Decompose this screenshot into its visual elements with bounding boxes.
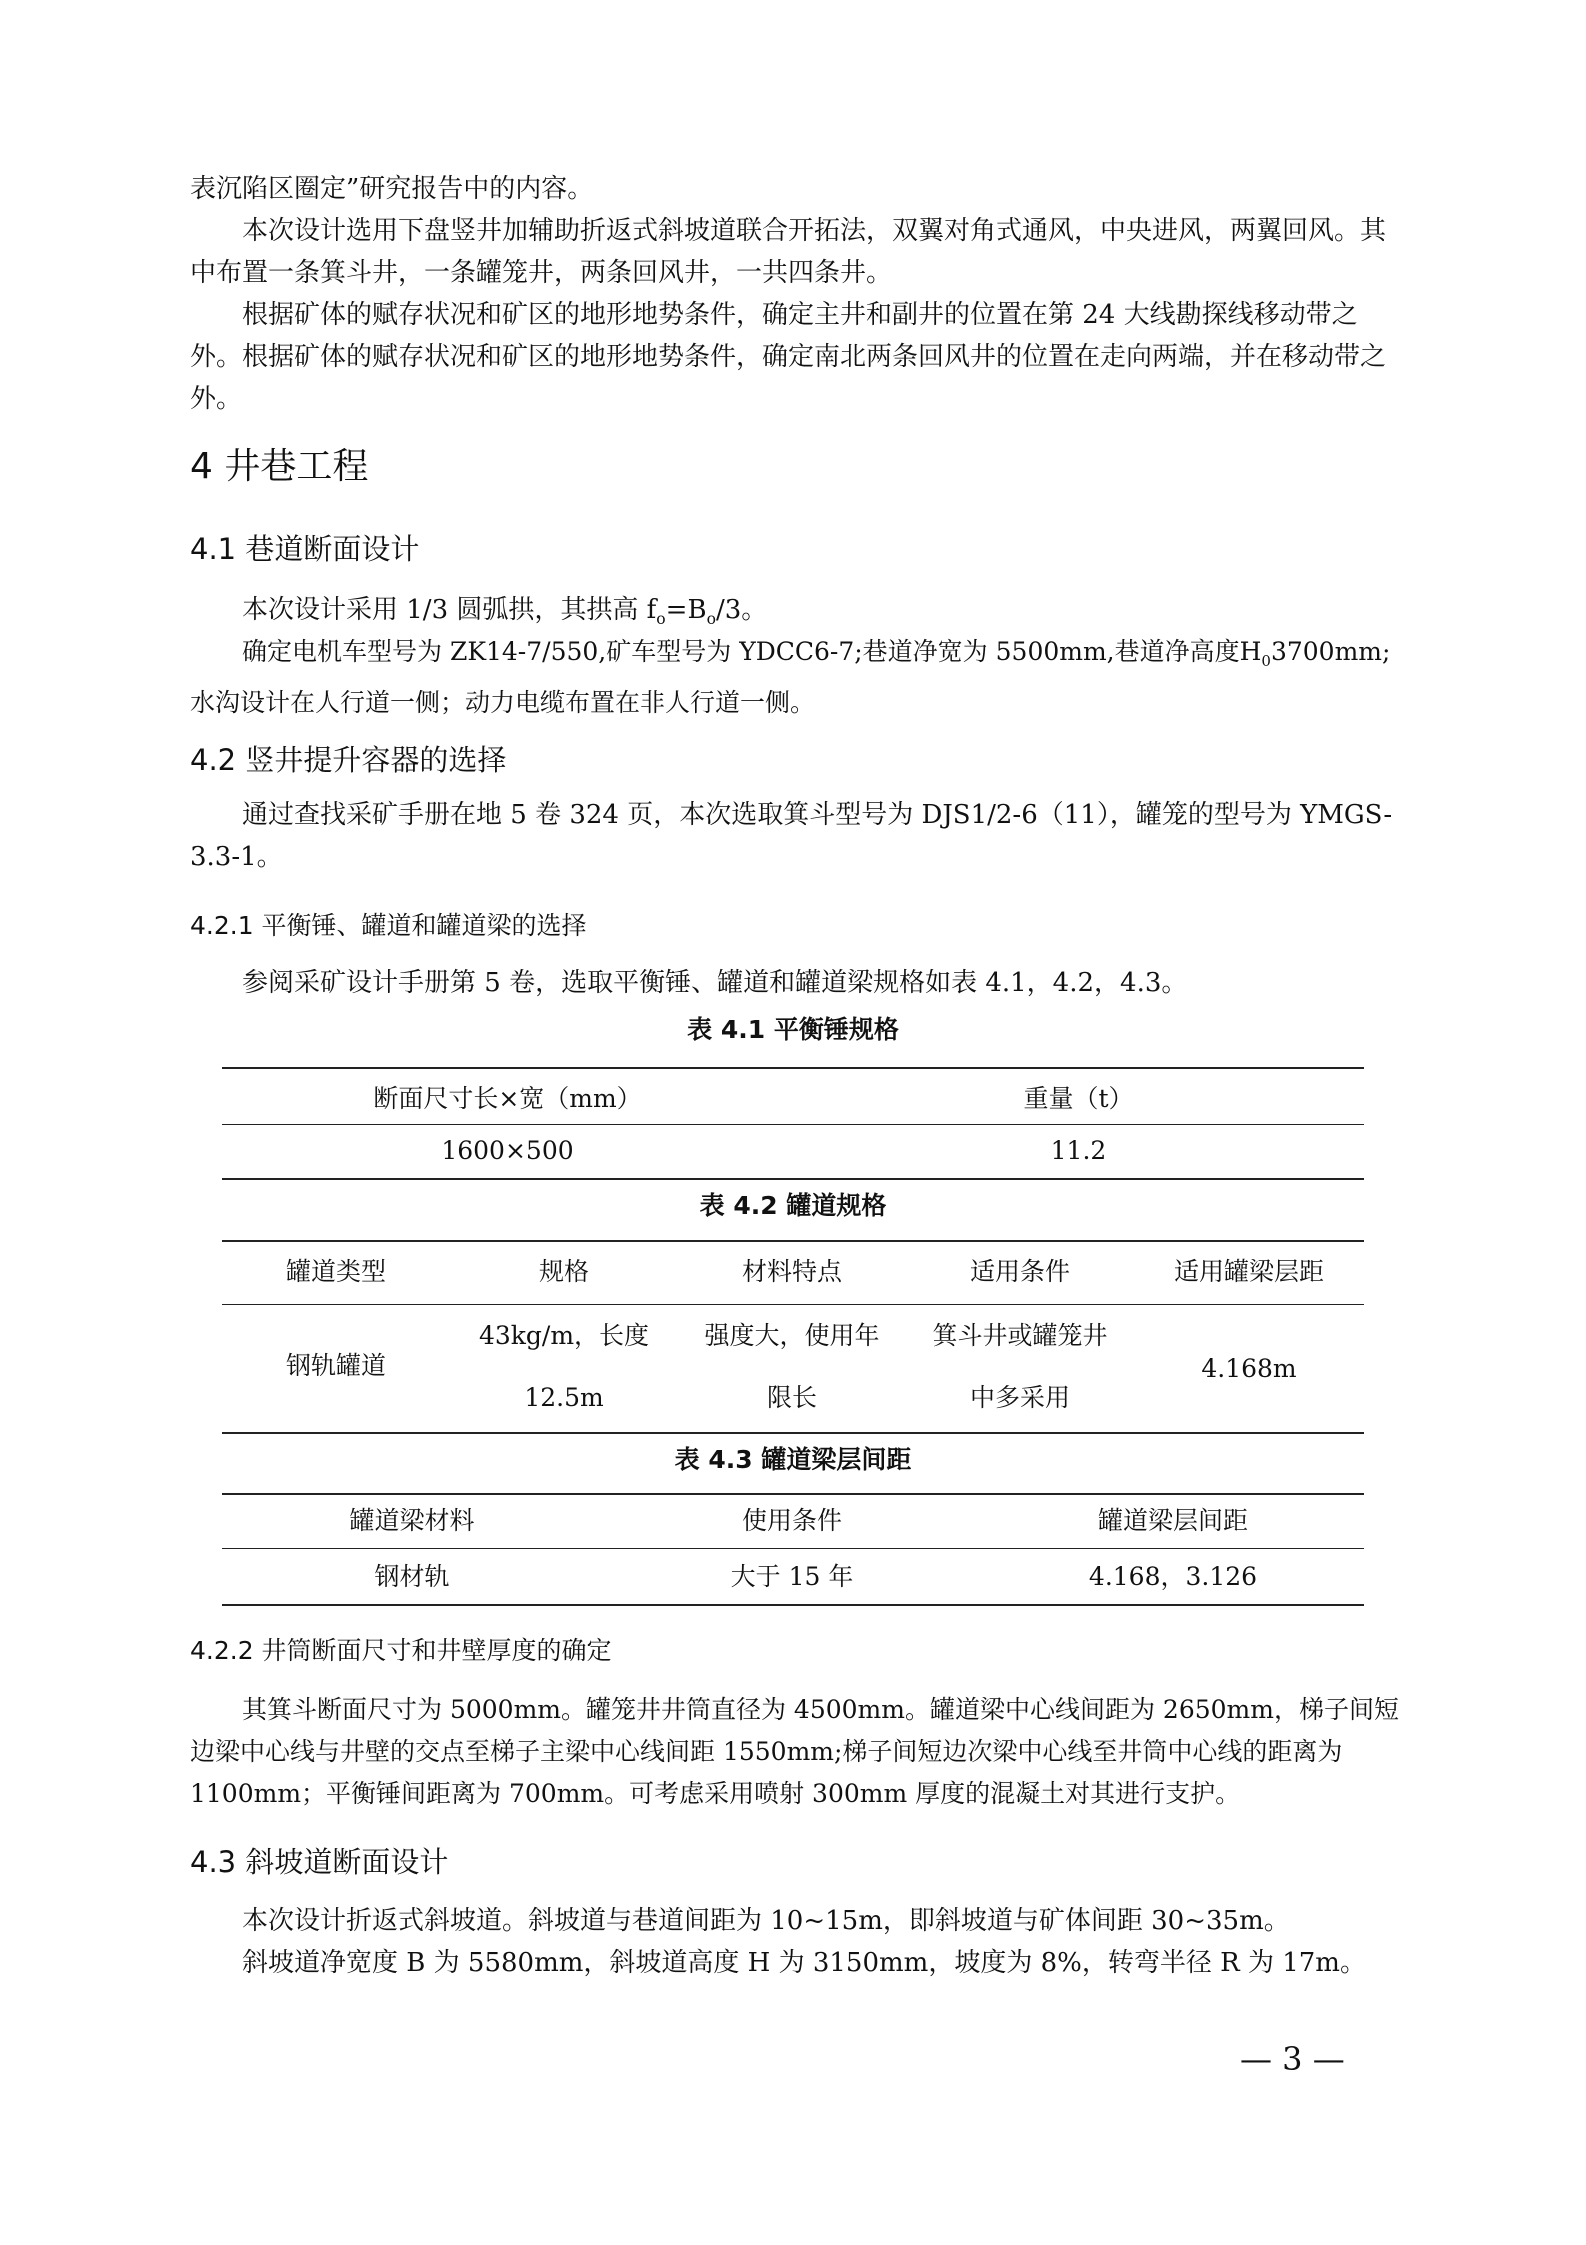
table-4-2-cell-spec-line1: 43kg/m，长度 — [478, 1321, 650, 1350]
section-4-2-1-paragraph-1: 参阅采矿设计手册第 5 卷，选取平衡锤、罐道和罐道梁规格如表 4.1，4.2，4.3。 — [242, 968, 1188, 998]
table-4-1-cell-size: 1600×500 — [441, 1136, 574, 1165]
table-4-2-header-rule — [222, 1304, 1364, 1305]
section-4-3-paragraph-1: 本次设计折返式斜坡道。斜坡道与巷道间距为 10~15m，即斜坡道与矿体间距 30~35m。 — [242, 1906, 1290, 1936]
table-4-1-bottom-rule — [222, 1178, 1364, 1180]
table-4-1-header-size: 断面尺寸长×宽（mm） — [373, 1084, 642, 1113]
table-4-2-caption: 表 4.2 罐道规格 — [699, 1191, 887, 1220]
table-4-2-cell-spacing: 4.168m — [1201, 1354, 1297, 1383]
table-4-3-cell-material: 钢材轨 — [374, 1562, 450, 1591]
table-4-2-cell-feature-line2: 限长 — [766, 1383, 817, 1412]
table-4-1-caption: 表 4.1 平衡锤规格 — [687, 1015, 899, 1044]
chapter-title: 4 井巷工程 — [190, 446, 369, 487]
section-4-3-paragraph-2: 斜坡道净宽度 B 为 5580mm，斜坡道高度 H 为 3150mm，坡度为 8%，转弯半径 R 为 17m。 — [242, 1948, 1366, 1978]
table-4-2-header-spec: 规格 — [538, 1257, 589, 1286]
section-4-3-title: 4.3 斜坡道断面设计 — [190, 1845, 449, 1879]
section-4-1-title: 4.1 巷道断面设计 — [190, 532, 420, 566]
table-4-3-caption: 表 4.3 罐道梁层间距 — [674, 1445, 912, 1474]
page-number: — 3 — — [1240, 2040, 1345, 2078]
table-4-1-header-weight: 重量（t） — [1023, 1084, 1134, 1113]
section-4-2-2-title: 4.2.2 井筒断面尺寸和井壁厚度的确定 — [190, 1636, 612, 1665]
table-4-3-top-rule — [222, 1493, 1364, 1495]
section-4-2-title: 4.2 竖井提升容器的选择 — [190, 743, 507, 777]
table-4-2-top-rule — [222, 1240, 1364, 1242]
intro-paragraph-1: 表沉陷区圈定”研究报告中的内容。 — [190, 174, 594, 204]
table-4-2-header-feature: 材料特点 — [741, 1257, 842, 1286]
table-4-3-bottom-rule — [222, 1604, 1364, 1606]
table-4-2-cell-condition-line1: 箕斗井或罐笼井 — [932, 1321, 1108, 1350]
table-4-2-cell-type: 钢轨罐道 — [285, 1351, 386, 1380]
section-4-1-paragraph-2: 确定电机车型号为 ZK14-7/550,矿车型号为 YDCC6-7;巷道净宽为 5500mm,巷道净高度$H_03700mm$;水沟设计在人行道一侧；动力电缆布置在非人行道一侧。 — [190, 637, 1391, 717]
table-4-1-cell-weight: 11.2 — [1050, 1136, 1107, 1165]
table-4-2-header-type: 罐道类型 — [285, 1257, 386, 1286]
section-4-2-paragraph-1: 通过查找采矿手册在地 5 卷 324 页，本次选取箕斗型号为 DJS1/2-6（11），罐笼的型号为 YMGS-3.3-1。 — [190, 800, 1393, 872]
table-4-1-top-rule — [222, 1067, 1364, 1069]
table-4-1-header-rule — [222, 1124, 1364, 1125]
table-4-2-cell-condition-line2: 中多采用 — [969, 1383, 1070, 1412]
table-4-2-bottom-rule — [222, 1432, 1364, 1434]
table-4-2-cell-feature-line1: 强度大，使用年 — [704, 1321, 880, 1350]
table-4-2-cell-spec-line2: 12.5m — [524, 1383, 604, 1412]
intro-paragraph-3: 根据矿体的赋存状况和矿区的地形地势条件，确定主井和副井的位置在第 24 大线勘探线移动带之外。根据矿体的赋存状况和矿区的地形地势条件，确定南北两条回风井的位置在走向两端，并在移动带之外。 — [190, 300, 1387, 414]
intro-paragraph-2: 本次设计选用下盘竖井加辅助折返式斜坡道联合开拓法，双翼对角式通风，中央进风，两翼回风。其中布置一条箕斗井，一条罐笼井，两条回风井，一共四条井。 — [190, 216, 1387, 288]
section-4-1-paragraph-1: 本次设计采用 1/3 圆弧拱，其拱高 $f_o=B_o/3$。 — [242, 595, 768, 629]
table-4-3-header-spacing: 罐道梁层间距 — [1097, 1506, 1248, 1535]
table-4-3-header-material: 罐道梁材料 — [349, 1506, 475, 1535]
section-4-2-2-paragraph-1: 其箕斗断面尺寸为 5000mm。罐笼井井筒直径为 4500mm。罐道梁中心线间距为 2650mm，梯子间短边梁中心线与井壁的交点至梯子主梁中心线间距 1550mm;梯子间短边次梁中心线至井筒中心线的距离为 1100mm；平衡锤间距离为 700mm。可考虑采用喷射 300mm 厚度的混凝土对其进行支护。 — [190, 1695, 1399, 1808]
section-4-2-1-title: 4.2.1 平衡锤、罐道和罐道梁的选择 — [190, 911, 587, 940]
table-4-2-header-condition: 适用条件 — [969, 1257, 1070, 1286]
table-4-3-header-condition: 使用条件 — [741, 1506, 842, 1535]
table-4-3-cell-spacing: 4.168，3.126 — [1088, 1562, 1258, 1591]
table-4-3-header-rule — [222, 1548, 1364, 1549]
table-4-3-cell-condition: 大于 15 年 — [730, 1562, 854, 1591]
table-4-2-header-spacing: 适用罐梁层距 — [1173, 1257, 1324, 1286]
